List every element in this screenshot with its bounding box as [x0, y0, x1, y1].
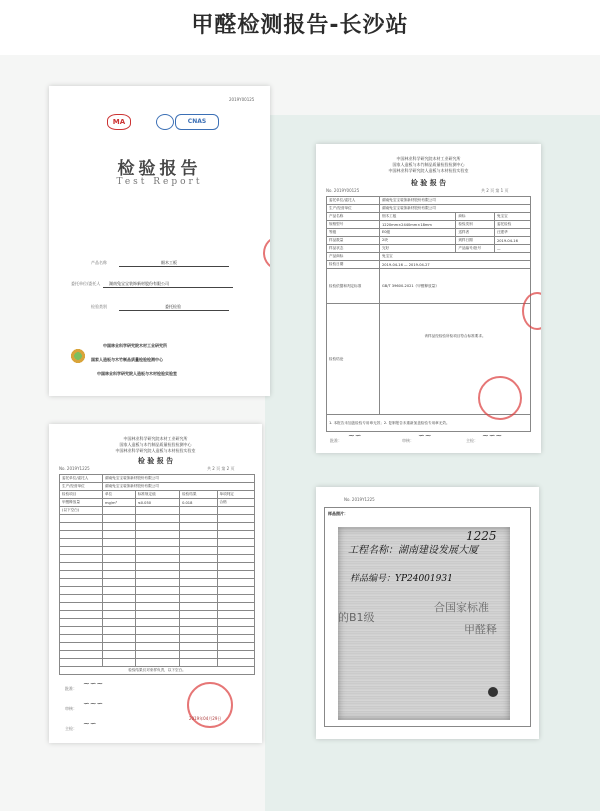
table-row: [60, 555, 255, 563]
left-unit: mg/m³: [103, 499, 136, 507]
right-sender-label: 送样者: [456, 229, 495, 237]
table-row: [60, 531, 255, 539]
left-header-item: 检验项目: [60, 491, 103, 499]
table-row: [60, 643, 255, 651]
table-row: [60, 475, 255, 483]
cover-product-label: 产品名称: [91, 260, 107, 265]
right-conclusion-label: 检验结论: [327, 304, 380, 415]
right-type-label: 检验类别: [456, 221, 495, 229]
right-report-title: 检 验 报 告: [410, 179, 447, 187]
cover-test-type-label: 检验类别: [91, 304, 107, 309]
right-signature-3: ~∽~: [482, 431, 503, 440]
left-sign-2: 审核：: [65, 706, 77, 711]
left-org-3: 中国林业科学研究院人造板与木材检验实验室: [115, 448, 196, 453]
right-report-no: No. 2019Y00125: [326, 188, 360, 193]
table-row: [60, 635, 255, 643]
left-maker-label: 生产/经营单位: [60, 483, 103, 491]
left-report-title: 检 验 报 告: [137, 457, 174, 465]
table-row: [60, 499, 255, 507]
table-row: [60, 603, 255, 611]
table-row: [327, 237, 531, 245]
table-row: [327, 245, 531, 253]
left-judge: 合格: [217, 499, 254, 507]
right-maker-value: 湖南兔宝宝装饰新材股份有限公司: [380, 205, 531, 213]
table-row: [60, 611, 255, 619]
cover-document: [49, 86, 270, 396]
right-basis-label: 检验依据和判定标准: [327, 269, 380, 304]
cover-org-3: 中国林业科学研究院人造板与木材检验实验室: [97, 371, 177, 376]
cover-client-value: 湖南兔宝宝装饰新材股份有限公司: [109, 281, 169, 286]
sample-handwriting-1: 1225: [466, 529, 497, 543]
left-item: 甲醛释放量: [60, 499, 103, 507]
left-client-label: 委托单位/委托人: [60, 475, 103, 483]
sample-photo-label: 样品照片：: [328, 511, 348, 516]
right-org-1: 中国林业科学研究院木材工业研究所: [396, 156, 461, 161]
left-signature-3: ~∽: [83, 719, 97, 728]
table-row: [60, 667, 255, 675]
table-row: [60, 523, 255, 531]
cover-product-line: [119, 266, 229, 267]
right-batch-label: 产品编号/批号: [456, 245, 495, 253]
left-sign-1: 批准：: [65, 686, 77, 691]
left-signature-2: ∽~∽: [83, 699, 104, 708]
table-row: [60, 579, 255, 587]
right-batch-value: —: [494, 245, 530, 253]
table-row: [327, 269, 531, 304]
right-product-label: 产品名称: [327, 213, 380, 221]
right-grade-value: E0级: [380, 229, 456, 237]
right-signature-2: ∽~: [418, 431, 432, 440]
left-header-unit: 单位: [103, 491, 136, 499]
right-spec-label: 规格型号: [327, 221, 380, 229]
right-red-seal: [478, 376, 522, 420]
table-row: [60, 507, 255, 515]
left-std: ≤0.050: [135, 499, 179, 507]
left-signature-1: ~∽~: [83, 679, 104, 688]
cover-product-value: 细木工板: [161, 260, 177, 265]
right-sender-value: 汪建华: [494, 229, 530, 237]
left-client-value: 湖南兔宝宝装饰新材股份有限公司: [103, 475, 255, 483]
table-row: [60, 547, 255, 555]
table-row: [327, 197, 531, 205]
right-mark-value: 兔宝宝: [380, 253, 531, 261]
table-row: [327, 213, 531, 221]
right-org-3: 中国林业科学研究院人造板与木材检验实验室: [388, 168, 469, 173]
right-mark-label: 产品商标: [327, 253, 380, 261]
sample-print-1: 合国家标准: [434, 601, 489, 614]
right-arrive-label: 到样日期: [456, 237, 495, 245]
left-sign-3: 主检：: [65, 726, 77, 731]
cover-client-label: 委托单位/委托人: [71, 281, 101, 286]
left-result: 0.018: [180, 499, 217, 507]
sample-print-2: 的B1级: [338, 611, 375, 624]
table-row: [327, 205, 531, 213]
table-row: [60, 483, 255, 491]
table-row: [60, 515, 255, 523]
cover-report-number: 2019Y00125: [229, 97, 255, 102]
institute-logo: [69, 347, 87, 365]
left-header-judge: 单项判定: [217, 491, 254, 499]
table-row: [327, 221, 531, 229]
left-org-2: 国家人造板与木竹制品质量检验检测中心: [119, 442, 192, 447]
table-row: [60, 563, 255, 571]
right-grade-label: 等级: [327, 229, 380, 237]
ma-logo: MA: [107, 114, 131, 130]
cnas-logo: CNAS: [175, 114, 219, 130]
cover-test-type-line: [119, 310, 229, 311]
ilac-logo: [156, 114, 174, 130]
right-sign-2: 审核：: [402, 438, 414, 443]
table-row: [60, 651, 255, 659]
right-qty-label: 样品数量: [327, 237, 380, 245]
left-header-std: 标准规定值: [135, 491, 179, 499]
sample-print-3: 甲醛释: [464, 623, 497, 636]
left-report-table: [59, 474, 255, 675]
right-arrive-value: 2019-04-16: [494, 237, 530, 245]
report-page-left: [49, 424, 262, 743]
table-row: [60, 659, 255, 667]
right-brand-value: 兔宝宝: [494, 213, 530, 221]
right-product-value: 细木工板: [380, 213, 456, 221]
right-signature-1: ~∽: [348, 431, 362, 440]
table-row: [60, 571, 255, 579]
sample-mark-dot: [488, 687, 498, 697]
sample-report-no: No. 2019Y1225: [344, 497, 375, 502]
right-note: 1. 本报告未加盖检验专用章无效；2. 复制报告未重新加盖检验专用章无效。: [327, 415, 531, 432]
table-row: [327, 253, 531, 261]
right-basis-value: GB/T 39600-2021《甲醛释放量》: [380, 269, 531, 304]
sample-photo: [338, 527, 510, 720]
table-row: [60, 587, 255, 595]
left-report-date: 2019年04月29日: [189, 716, 222, 721]
table-row: [60, 619, 255, 627]
right-date-value: 2019-04-16 — 2019-04-27: [380, 261, 531, 269]
cover-org-2: 国家人造板与木竹制品质量检验检测中心: [91, 357, 163, 362]
table-row: [60, 627, 255, 635]
report-page-right: [316, 144, 541, 453]
sample-handwriting-3: 样品编号：YP24001931: [350, 574, 453, 584]
right-type-value: 委托检验: [494, 221, 530, 229]
sample-photo-page: [316, 487, 539, 739]
right-org-2: 国家人造板与木竹制品质量检验检测中心: [392, 162, 465, 167]
right-conclusion-value: 该样品经检验所检项目符合标准要求。: [380, 304, 531, 415]
table-row: [327, 229, 531, 237]
left-footer-text: 检验结果仅对来样负责，以下空白。: [60, 667, 255, 675]
left-header-result: 检验结果: [180, 491, 217, 499]
right-client-value: 湖南兔宝宝装饰新材股份有限公司: [380, 197, 531, 205]
cover-red-seal: [263, 236, 270, 270]
right-client-label: 委托单位/委托人: [327, 197, 380, 205]
right-sign-3: 主检：: [466, 438, 478, 443]
right-date-label: 检验日期: [327, 261, 380, 269]
table-row: [60, 539, 255, 547]
cover-title-en: Test Report: [116, 177, 203, 187]
sample-handwriting-2: 工程名称：湖南建设发展大厦: [348, 545, 478, 556]
left-report-no: No. 2019Y1225: [59, 466, 90, 471]
left-page-no: 共 2 页 第 2 页: [207, 466, 235, 471]
left-org-1: 中国林业科学研究院木材工业研究所: [123, 436, 188, 441]
right-state-value: 完好: [380, 245, 456, 253]
right-brand-label: 商标: [456, 213, 495, 221]
right-sign-1: 批准：: [330, 438, 342, 443]
left-sub-label: (以下空白): [60, 507, 103, 515]
right-qty-value: 2块: [380, 237, 456, 245]
right-maker-label: 生产/经营单位: [327, 205, 380, 213]
cover-org-1: 中国林业科学研究院木材工业研究所: [103, 343, 167, 348]
cover-client-line: [103, 287, 233, 288]
table-row: [60, 491, 255, 499]
table-row: [327, 261, 531, 269]
right-state-label: 样品状态: [327, 245, 380, 253]
table-row: [60, 595, 255, 603]
cover-title-cn: 检验报告: [117, 159, 202, 179]
page-title: 甲醛检测报告-长沙站: [191, 13, 409, 38]
left-maker-value: 湖南兔宝宝装饰新材股份有限公司: [103, 483, 255, 491]
cover-test-type-value: 委托检验: [165, 304, 181, 309]
right-spec-value: 1220mm×2440mm×18mm: [380, 221, 456, 229]
right-page-no: 共 2 页 第 1 页: [481, 188, 509, 193]
